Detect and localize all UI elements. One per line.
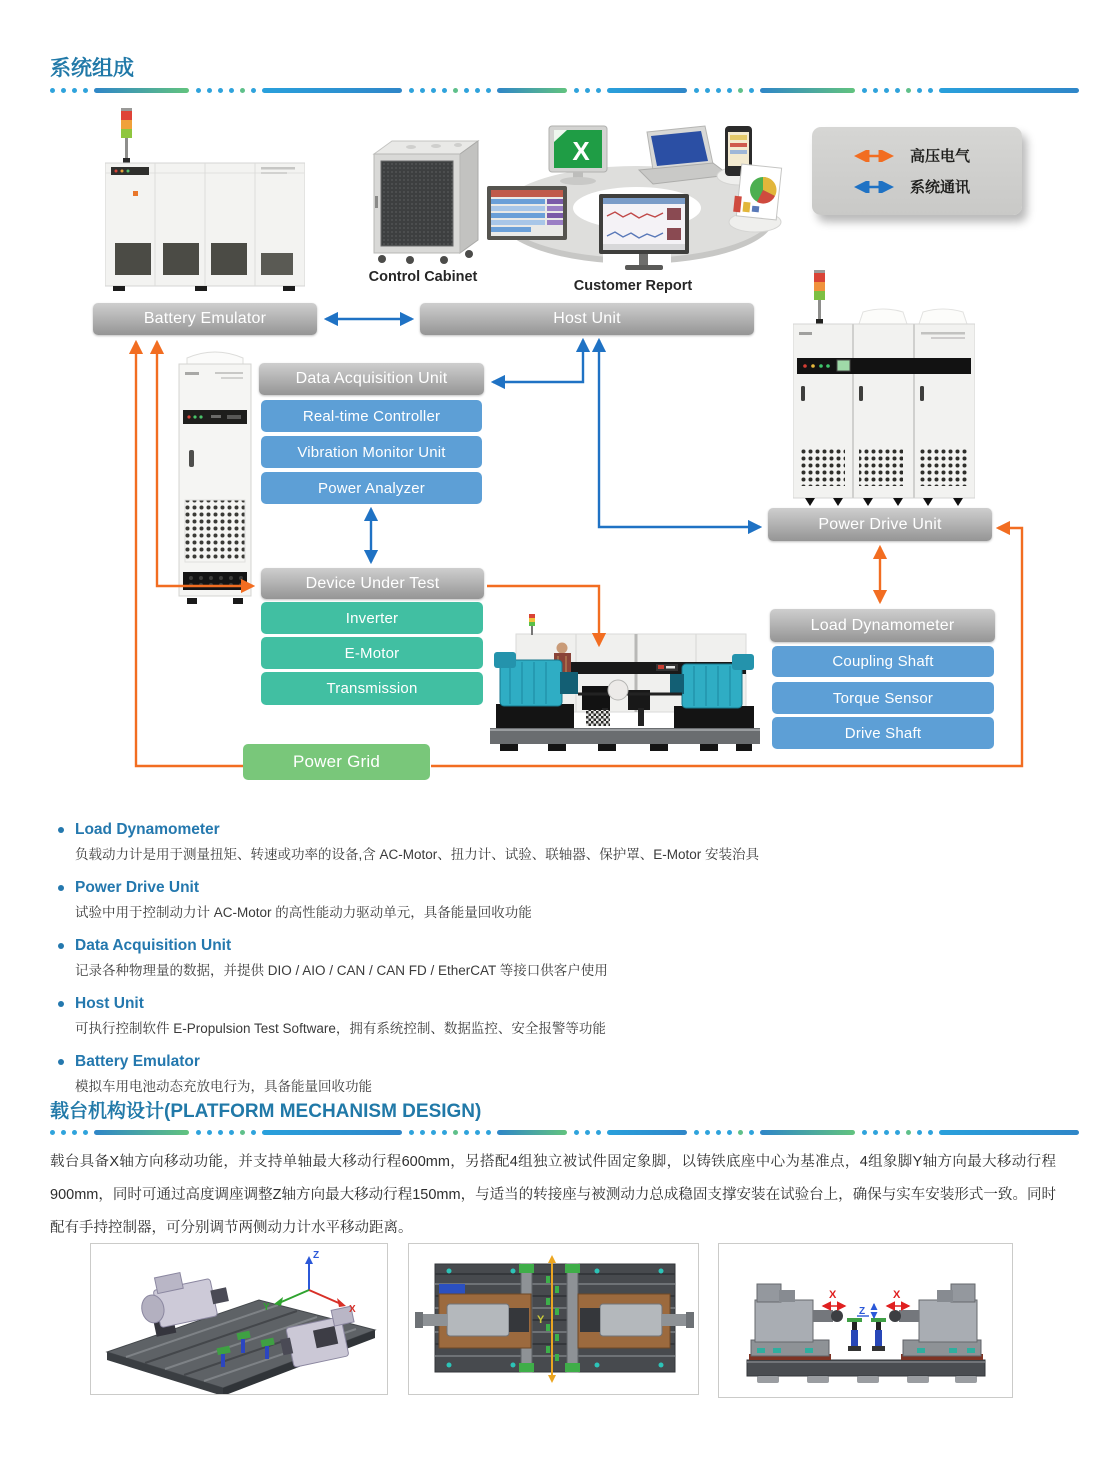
- bullet-title: Data Acquisition Unit: [75, 937, 232, 954]
- signal-tower-green-light: [121, 129, 132, 138]
- signal-tower-red-light: [121, 111, 132, 120]
- test-bench-image: [486, 606, 764, 758]
- box-inverter: Inverter: [261, 602, 483, 634]
- box-vibration-monitor-unit: Vibration Monitor Unit: [261, 436, 482, 468]
- list-item: [58, 992, 1018, 1041]
- bullet-icon: [58, 943, 64, 949]
- customer-report-caption: Customer Report: [573, 278, 693, 294]
- box-power-grid: Power Grid: [243, 744, 430, 780]
- platform-side-view-image: [718, 1243, 1013, 1398]
- bullet-desc: 可执行控制软件 E-Propulsion Test Software，拥有系统控制、数据监控、安全报警等功能: [75, 1021, 606, 1036]
- box-transmission: Transmission: [261, 672, 483, 705]
- y-axis-label: Y: [263, 1302, 270, 1313]
- box-torque-sensor: Torque Sensor: [772, 682, 994, 714]
- list-item: [58, 1050, 1018, 1099]
- cad-fixture-stands: [847, 1318, 886, 1351]
- bullet-title: Host Unit: [75, 995, 144, 1012]
- box-coupling-shaft: Coupling Shaft: [772, 646, 994, 677]
- box-drive-shaft: Drive Shaft: [772, 717, 994, 749]
- box-e-motor: E-Motor: [261, 637, 483, 669]
- box-power-analyzer: Power Analyzer: [261, 472, 482, 504]
- z-axis-label: Z: [859, 1306, 866, 1317]
- comm-double-arrow-icon: [850, 181, 898, 193]
- control-cabinet-image: [366, 138, 482, 266]
- bullet-icon: [58, 885, 64, 891]
- legend-comm-label: 系统通讯: [910, 179, 971, 196]
- bullet-desc: 负载动力计是用于测量扭矩、转速或功率的设备,含 AC-Motor、扭力计、试验、联轴器、保护罩、E-Motor 安装治具: [75, 847, 760, 862]
- signal-tower-amber-light: [814, 282, 825, 291]
- bullet-desc: 试验中用于控制动力计 AC-Motor 的高性能动力驱动单元，具备能量回收功能: [75, 905, 532, 920]
- customer-report-image: [487, 118, 785, 276]
- data-table-monitor-icon: [487, 186, 567, 240]
- separator-line: [50, 87, 1054, 94]
- x-axis-label-left: X: [829, 1289, 837, 1301]
- cad-left-dynamometer: [415, 1284, 531, 1348]
- emulator-tower-image: [177, 350, 253, 608]
- legend-comm-row: [850, 176, 1022, 197]
- platform-top-view-image: [408, 1243, 699, 1395]
- page-title: 系统组成: [50, 57, 134, 80]
- cad-right-dynamometer: [578, 1294, 694, 1348]
- component-description-list: [58, 818, 1018, 1108]
- box-data-acquisition-unit: Data Acquisition Unit: [259, 363, 484, 395]
- bullet-icon: [58, 1059, 64, 1065]
- hv-double-arrow-icon: [850, 150, 898, 162]
- cad-right-dynamometer: [889, 1284, 981, 1356]
- arrow-host-pdu: [599, 340, 760, 527]
- z-travel-annotation: [857, 1304, 874, 1318]
- x-axis-label-right: X: [893, 1289, 901, 1301]
- bullet-title: Battery Emulator: [75, 1053, 200, 1070]
- control-cabinet-caption: Control Cabinet: [368, 269, 478, 285]
- bullet-title: Load Dynamometer: [75, 821, 220, 838]
- bullet-desc: 模拟车用电池动态充放电行为，具备能量回收功能: [75, 1079, 372, 1094]
- signal-tower-green-light: [814, 291, 825, 300]
- box-power-drive-unit: Power Drive Unit: [768, 508, 992, 541]
- legend-hv-label: 高压电气: [910, 148, 971, 165]
- box-device-under-test: Device Under Test: [261, 568, 484, 599]
- list-item: [58, 818, 1018, 867]
- signal-tower-red-light: [814, 273, 825, 282]
- battery-emulator-image: [105, 103, 305, 291]
- arrow-host-dau: [493, 340, 583, 382]
- bullet-title: Power Drive Unit: [75, 879, 200, 896]
- separator-line: [50, 1129, 1054, 1136]
- z-axis-label: Z: [313, 1250, 320, 1261]
- platform-paragraph: 载台具备X轴方向移动功能，并支持单轴最大移动行程600mm，另搭配4组独立被试件固定象脚，以铸铁底座中心为基准点，4组象脚Y轴方向最大移动行程900mm，同时可通过高度调座调整Z轴方向最大移动行程150mm，与适当的转接座与被测动力总成稳固支撑安装在试验台上，确保与实车安装形式一致。同时配有手持控制器，可分别调节两侧动力计水平移动距离。: [50, 1154, 1056, 1236]
- power-drive-cabinet-image: [793, 266, 975, 508]
- box-real-time-controller: Real-time Controller: [261, 400, 482, 432]
- diagram-legend: [812, 127, 1022, 215]
- legend-hv-row: [850, 145, 1022, 166]
- laptop-icon: [639, 126, 729, 184]
- bullet-icon: [58, 827, 64, 833]
- x-axis-label: X: [349, 1304, 356, 1315]
- box-battery-emulator: Battery Emulator: [93, 303, 317, 335]
- box-load-dynamometer: Load Dynamometer: [770, 609, 995, 642]
- list-item: [58, 876, 1018, 925]
- section-title-platform: 载台机构设计(PLATFORM MECHANISM DESIGN): [50, 1101, 482, 1122]
- bullet-icon: [58, 1001, 64, 1007]
- x-travel-arrows: [823, 1289, 909, 1306]
- y-axis-label: Y: [537, 1314, 545, 1326]
- bullet-desc: 记录各种物理量的数据，并提供 DIO / AIO / CAN / CAN FD / EtherCAT 等接口供客户使用: [75, 963, 608, 978]
- svg-text:X: X: [572, 136, 590, 166]
- box-host-unit: Host Unit: [420, 303, 754, 335]
- signal-tower-amber-light: [121, 120, 132, 129]
- platform-iso-view-image: [90, 1243, 388, 1395]
- list-item: [58, 934, 1018, 983]
